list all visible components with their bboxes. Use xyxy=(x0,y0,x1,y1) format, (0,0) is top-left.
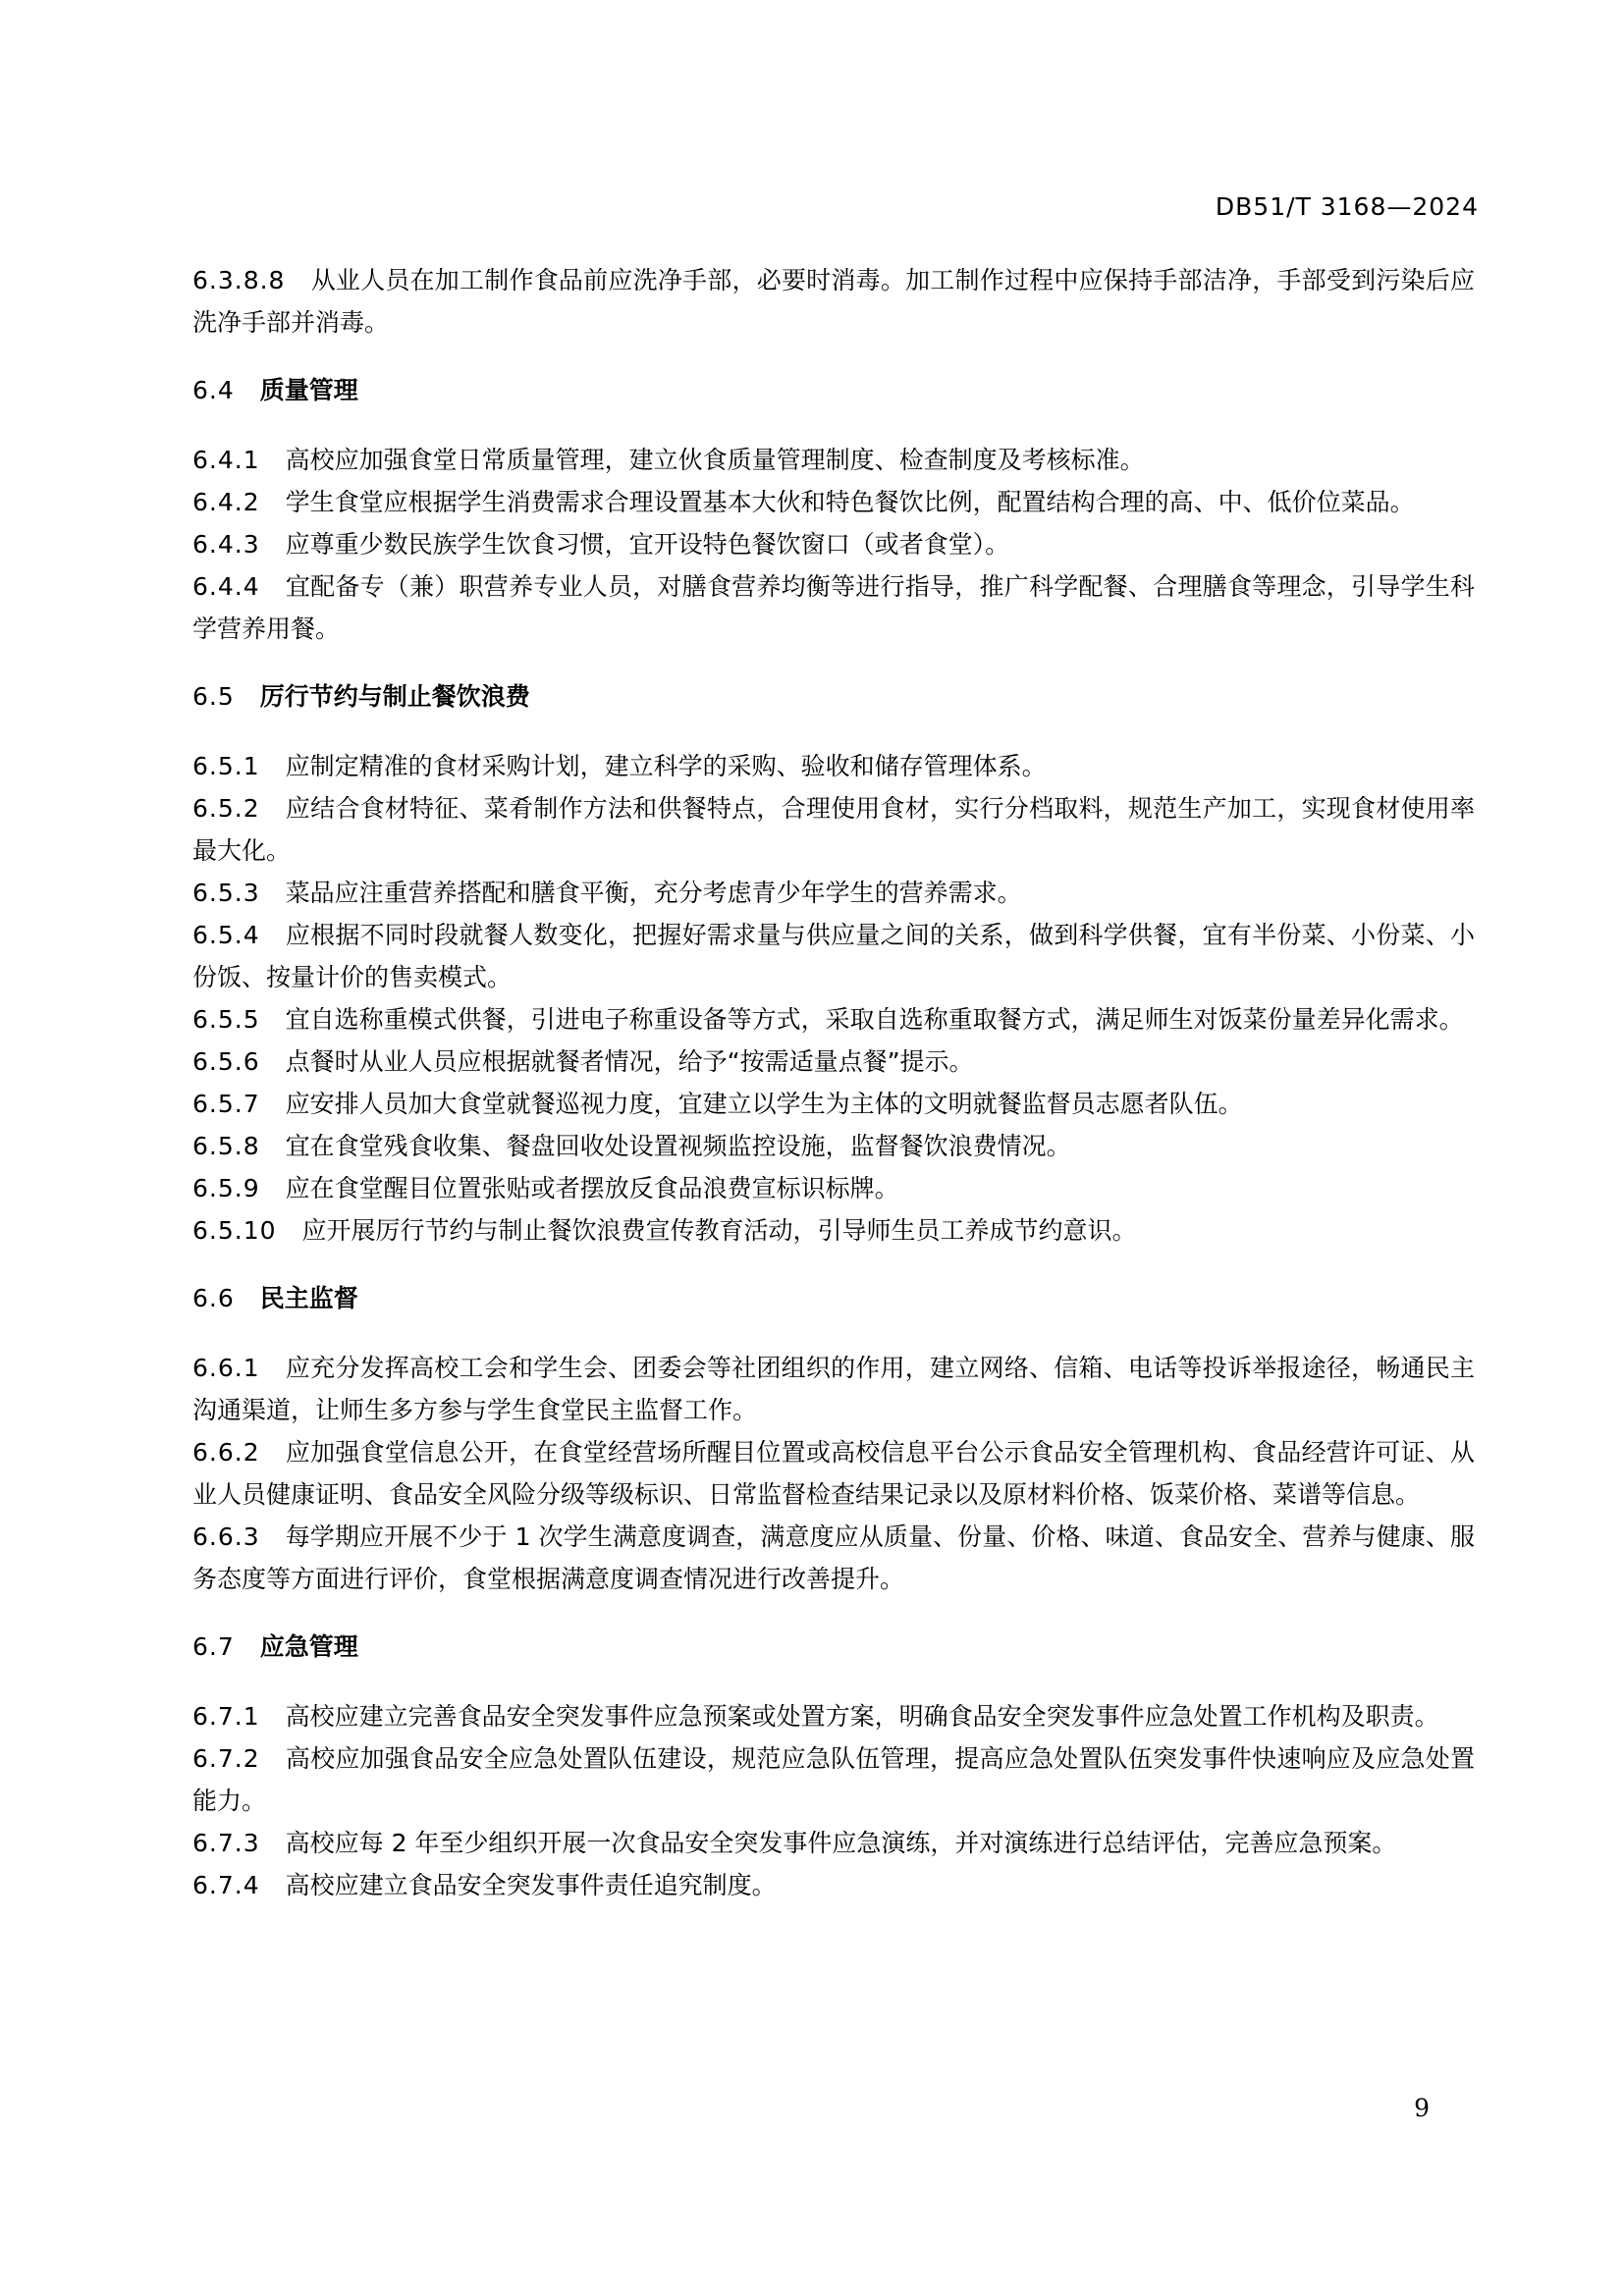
clause-text: 宜在食堂残食收集、餐盘回收处设置视频监控设施，监督餐饮浪费情况。 xyxy=(285,1132,1071,1160)
clause-paragraph xyxy=(192,1864,1475,1906)
clause-paragraph xyxy=(192,1516,1475,1600)
clause-paragraph xyxy=(192,1347,1475,1431)
section-number: 6.4 xyxy=(192,376,235,404)
section-title: 厉行节约与制止餐饮浪费 xyxy=(259,682,530,711)
clause-paragraph xyxy=(192,998,1475,1041)
clause-paragraph xyxy=(192,1125,1475,1167)
section-heading xyxy=(192,1626,1475,1668)
clause-paragraph xyxy=(192,565,1475,650)
clause-number: 6.6.3 xyxy=(192,1522,260,1551)
clause-text: 宜自选称重模式供餐，引进电子称重设备等方式，采取自选称重取餐方式，满足师生对饭菜份量差异化需求。 xyxy=(285,1005,1464,1034)
clause-number: 6.5.9 xyxy=(192,1174,260,1202)
section-number: 6.6 xyxy=(192,1284,235,1312)
clause-number: 6.5.6 xyxy=(192,1047,260,1076)
clause-number: 6.4.4 xyxy=(192,572,260,601)
clause-number: 6.6.2 xyxy=(192,1438,260,1467)
page-number: 9 xyxy=(1414,2094,1430,2122)
document-body xyxy=(192,259,1475,1906)
clause-number: 6.7.3 xyxy=(192,1829,260,1857)
clause-paragraph xyxy=(192,872,1475,914)
section-heading xyxy=(192,675,1475,718)
clause-paragraph xyxy=(192,1737,1475,1822)
clause-number: 6.3.8.8 xyxy=(192,266,286,294)
clause-paragraph xyxy=(192,481,1475,523)
clause-paragraph xyxy=(192,787,1475,872)
clause-number: 6.4.1 xyxy=(192,446,260,474)
clause-paragraph xyxy=(192,1167,1475,1209)
clause-text: 从业人员在加工制作食品前应洗净手部，必要时消毒。加工制作过程中应保持手部洁净，手部受到污染后应洗净手部并消毒。 xyxy=(192,266,1475,337)
clause-text: 应开展厉行节约与制止餐饮浪费宣传教育活动，引导师生员工养成节约意识。 xyxy=(301,1216,1137,1245)
section-number: 6.7 xyxy=(192,1632,235,1661)
clause-number: 6.5.7 xyxy=(192,1090,260,1118)
clause-number: 6.5.1 xyxy=(192,752,260,780)
clause-text: 应结合食材特征、菜肴制作方法和供餐特点，合理使用食材，实行分档取料，规范生产加工，实现食材使用率最大化。 xyxy=(192,794,1475,865)
clause-text: 高校应建立完善食品安全突发事件应急预案或处置方案，明确食品安全突发事件应急处置工作机构及职责。 xyxy=(285,1702,1439,1731)
clause-number: 6.5.10 xyxy=(192,1216,277,1245)
clause-paragraph xyxy=(192,1822,1475,1864)
clause-text: 应在食堂醒目位置张贴或者摆放反食品浪费宣标识标牌。 xyxy=(285,1174,899,1202)
clause-paragraph xyxy=(192,1041,1475,1083)
clause-text: 应尊重少数民族学生饮食习惯，宜开设特色餐饮窗口（或者食堂）。 xyxy=(285,530,1010,559)
clause-number: 6.7.1 xyxy=(192,1702,260,1731)
clause-text: 应充分发挥高校工会和学生会、团委会等社团组织的作用，建立网络、信箱、电话等投诉举报途径，畅通民主沟通渠道，让师生多方参与学生食堂民主监督工作。 xyxy=(192,1354,1475,1424)
section-title: 应急管理 xyxy=(259,1632,358,1661)
clause-text: 每学期应开展不少于 1 次学生满意度调查，满意度应从质量、份量、价格、味道、食品安全、营养与健康、服务态度等方面进行评价，食堂根据满意度调查情况进行改善提升。 xyxy=(192,1522,1475,1593)
clause-paragraph xyxy=(192,259,1475,344)
clause-paragraph xyxy=(192,1083,1475,1125)
clause-text: 应根据不同时段就餐人数变化，把握好需求量与供应量之间的关系，做到科学供餐，宜有半份菜、小份菜、小份饭、按量计价的售卖模式。 xyxy=(192,921,1475,991)
section-heading xyxy=(192,1277,1475,1319)
clause-text: 高校应每 2 年至少组织开展一次食品安全突发事件应急演练，并对演练进行总结评估，完善应急预案。 xyxy=(285,1829,1397,1857)
clause-number: 6.5.3 xyxy=(192,879,260,907)
clause-text: 学生食堂应根据学生消费需求合理设置基本大伙和特色餐饮比例，配置结构合理的高、中、低价位菜品。 xyxy=(285,488,1415,516)
clause-text: 点餐时从业人员应根据就餐者情况，给予“按需适量点餐”提示。 xyxy=(285,1047,974,1076)
clause-paragraph xyxy=(192,1695,1475,1737)
clause-text: 应制定精准的食材采购计划，建立科学的采购、验收和储存管理体系。 xyxy=(285,752,1047,780)
clause-number: 6.4.3 xyxy=(192,530,260,559)
clause-number: 6.5.8 xyxy=(192,1132,260,1160)
clause-text: 菜品应注重营养搭配和膳食平衡，充分考虑青少年学生的营养需求。 xyxy=(285,879,1022,907)
clause-paragraph xyxy=(192,745,1475,787)
clause-number: 6.4.2 xyxy=(192,488,260,516)
clause-number: 6.5.2 xyxy=(192,794,260,823)
clause-text: 高校应建立食品安全突发事件责任追究制度。 xyxy=(285,1871,777,1899)
clause-number: 6.5.5 xyxy=(192,1005,260,1034)
clause-text: 高校应加强食堂日常质量管理，建立伙食质量管理制度、检查制度及考核标准。 xyxy=(285,446,1145,474)
clause-number: 6.7.2 xyxy=(192,1744,260,1773)
clause-paragraph xyxy=(192,523,1475,565)
clause-paragraph xyxy=(192,439,1475,481)
clause-number: 6.7.4 xyxy=(192,1871,260,1899)
document-code: DB51/T 3168—2024 xyxy=(1215,192,1479,221)
clause-paragraph xyxy=(192,914,1475,998)
section-title: 质量管理 xyxy=(259,376,358,404)
section-number: 6.5 xyxy=(192,682,235,711)
clause-paragraph xyxy=(192,1431,1475,1516)
clause-number: 6.5.4 xyxy=(192,921,260,949)
section-heading xyxy=(192,369,1475,411)
section-title: 民主监督 xyxy=(259,1284,358,1312)
clause-text: 高校应加强食品安全应急处置队伍建设，规范应急队伍管理，提高应急处置队伍突发事件快速响应及应急处置能力。 xyxy=(192,1744,1475,1815)
clause-text: 应安排人员加大食堂就餐巡视力度，宜建立以学生为主体的文明就餐监督员志愿者队伍。 xyxy=(285,1090,1243,1118)
clause-text: 应加强食堂信息公开，在食堂经营场所醒目位置或高校信息平台公示食品安全管理机构、食品经营许可证、从业人员健康证明、食品安全风险分级等级标识、日常监督检查结果记录以及原材料价格、饭菜价格、菜谱等信息。 xyxy=(192,1438,1475,1509)
clause-number: 6.6.1 xyxy=(192,1354,260,1382)
clause-paragraph xyxy=(192,1209,1475,1252)
clause-text: 宜配备专（兼）职营养专业人员，对膳食营养均衡等进行指导，推广科学配餐、合理膳食等理念，引导学生科学营养用餐。 xyxy=(192,572,1475,643)
